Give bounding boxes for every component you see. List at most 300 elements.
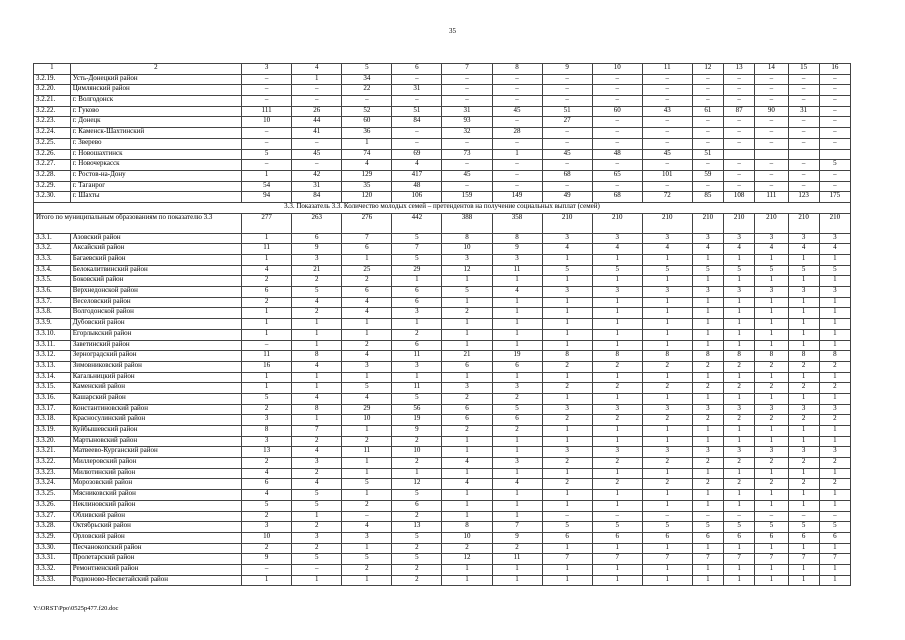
table-row [34, 276, 851, 287]
table-cell: 111 [755, 192, 788, 203]
row-name: Заветинский район [70, 340, 241, 351]
table-row [34, 511, 851, 522]
row-code: 3.3.32. [34, 564, 71, 575]
table-cell: 1 [819, 393, 850, 404]
row-name: Цимлянский район [70, 85, 241, 96]
table-cell: 2 [392, 564, 442, 575]
table-cell: – [442, 96, 492, 107]
row-code: 3.3.8. [34, 308, 71, 319]
table-cell: 3 [392, 308, 442, 319]
table-cell: 3 [442, 255, 492, 266]
table-cell: 1 [755, 500, 788, 511]
row-name: Октябрьский район [70, 522, 241, 533]
table-cell: 2 [542, 383, 592, 394]
total-label: Итого по муниципальным образованиям по показателю 3.3 [34, 213, 242, 233]
table-cell: 1 [788, 308, 819, 319]
table-cell: 1 [755, 490, 788, 501]
table-cell: 1 [492, 575, 542, 586]
row-code: 3.3.2. [34, 244, 71, 255]
table-cell: 45 [442, 170, 492, 181]
row-name: г. Новошахтинск [70, 149, 241, 160]
table-cell: 1 [442, 340, 492, 351]
table-cell: 1 [442, 297, 492, 308]
row-code: 3.3.12. [34, 351, 71, 362]
table-cell: 2 [242, 543, 292, 554]
table-cell: 4 [692, 244, 723, 255]
table-cell: 3 [819, 233, 850, 244]
table-row [34, 415, 851, 426]
table-cell: 1 [642, 575, 692, 586]
table-cell: 1 [542, 319, 592, 330]
table-cell: 8 [819, 351, 850, 362]
table-cell: 42 [292, 170, 342, 181]
table-cell: 60 [342, 117, 392, 128]
table-cell: 1 [755, 340, 788, 351]
table-cell: 1 [592, 308, 642, 319]
table-cell: – [542, 160, 592, 171]
row-code: 3.3.20. [34, 436, 71, 447]
table-cell: 3 [292, 255, 342, 266]
row-code: 3.3.33. [34, 575, 71, 586]
table-cell: 1 [392, 468, 442, 479]
table-cell: – [755, 511, 788, 522]
table-cell: 52 [342, 106, 392, 117]
row-code: 3.2.20. [34, 85, 71, 96]
table-cell: 1 [292, 329, 342, 340]
table-cell: 4 [342, 522, 392, 533]
table-cell: 2 [692, 458, 723, 469]
table-cell: 6 [592, 532, 642, 543]
table-cell: 3 [592, 287, 642, 298]
table-cell: 8 [542, 351, 592, 362]
table-cell: 1 [492, 490, 542, 501]
table-cell: – [242, 96, 292, 107]
table-cell: 1 [592, 426, 642, 437]
table-cell: 8 [755, 351, 788, 362]
table-cell: 2 [342, 276, 392, 287]
row-name: г. Зверево [70, 138, 241, 149]
column-number: 3 [242, 64, 292, 75]
table-cell: 2 [592, 383, 642, 394]
table-cell: 1 [642, 500, 692, 511]
table-cell: 87 [723, 106, 754, 117]
table-cell: 2 [592, 458, 642, 469]
table-cell: 1 [292, 383, 342, 394]
table-cell: 4 [292, 479, 342, 490]
table-cell: 1 [292, 340, 342, 351]
table-cell: 1 [723, 500, 754, 511]
row-name: Багаевский район [70, 255, 241, 266]
table-cell: – [692, 85, 723, 96]
table-cell: 11 [392, 351, 442, 362]
table-cell: 1 [692, 372, 723, 383]
table-cell: 5 [392, 554, 442, 565]
table-cell: 31 [442, 106, 492, 117]
table-cell: 7 [819, 554, 850, 565]
table-cell: 1 [292, 74, 342, 85]
table-cell: 5 [342, 554, 392, 565]
table-cell: 1 [755, 297, 788, 308]
table-cell: 6 [723, 532, 754, 543]
table-cell: 3 [755, 287, 788, 298]
table-cell: – [242, 74, 292, 85]
table-cell: 4 [755, 244, 788, 255]
table-cell: 45 [542, 149, 592, 160]
table-row [34, 265, 851, 276]
table-cell: 1 [755, 543, 788, 554]
table-cell: 1 [542, 564, 592, 575]
table-row [34, 297, 851, 308]
table-cell: 8 [723, 351, 754, 362]
row-name: Аксайский район [70, 244, 241, 255]
table-cell: 1 [692, 543, 723, 554]
table-cell: 2 [442, 393, 492, 404]
table-cell: 8 [442, 233, 492, 244]
table-cell: 1 [755, 329, 788, 340]
row-name: Константиновский район [70, 404, 241, 415]
table-cell: 1 [492, 372, 542, 383]
table-cell: 2 [642, 415, 692, 426]
table-cell: – [642, 138, 692, 149]
table-cell: 6 [542, 532, 592, 543]
table-cell: 12 [442, 265, 492, 276]
table-cell: 7 [392, 244, 442, 255]
table-cell: 1 [592, 372, 642, 383]
table-cell: 1 [392, 372, 442, 383]
table-cell: 5 [292, 500, 342, 511]
column-number: 1 [34, 64, 71, 75]
table-cell: 10 [242, 532, 292, 543]
table-cell: 45 [292, 149, 342, 160]
table-cell: – [292, 85, 342, 96]
row-name: Кагальницкий район [70, 372, 241, 383]
table-cell: 1 [723, 564, 754, 575]
total-cell: 210 [819, 213, 850, 233]
table-cell: 1 [788, 393, 819, 404]
total-cell: 442 [392, 213, 442, 233]
table-cell: 1 [642, 329, 692, 340]
table-cell: 1 [542, 276, 592, 287]
table-cell: 6 [442, 415, 492, 426]
table-cell: 1 [692, 329, 723, 340]
table-cell: 4 [242, 490, 292, 501]
table-cell: 1 [542, 340, 592, 351]
table-cell: – [492, 96, 542, 107]
row-name: г. Ростов-на-Дону [70, 170, 241, 181]
table-cell: 6 [342, 287, 392, 298]
total-cell: 210 [723, 213, 754, 233]
table-cell: 5 [392, 233, 442, 244]
table-cell: 2 [723, 458, 754, 469]
table-cell: 1 [592, 575, 642, 586]
table-cell: – [442, 181, 492, 192]
table-cell: 26 [292, 106, 342, 117]
table-cell: 1 [642, 255, 692, 266]
table-cell: – [723, 74, 754, 85]
table-cell: 3 [755, 447, 788, 458]
table-cell: – [692, 96, 723, 107]
table-cell: 1 [819, 308, 850, 319]
table-cell: 1 [788, 276, 819, 287]
table-cell: 2 [292, 308, 342, 319]
row-code: 3.3.18. [34, 415, 71, 426]
table-cell: 129 [342, 170, 392, 181]
table-cell: 1 [788, 564, 819, 575]
table-cell: 1 [442, 468, 492, 479]
table-cell: 1 [819, 490, 850, 501]
table-cell: 54 [242, 181, 292, 192]
table-cell: – [819, 106, 850, 117]
table-cell: 1 [642, 308, 692, 319]
table-cell: 2 [342, 500, 392, 511]
table-cell: 1 [292, 372, 342, 383]
table-cell: 74 [342, 149, 392, 160]
table-cell: 3 [542, 447, 592, 458]
table-cell: – [292, 160, 342, 171]
table-cell: – [242, 128, 292, 139]
table-cell: 1 [442, 490, 492, 501]
row-name: Зерноградский район [70, 351, 241, 362]
table-cell: – [642, 181, 692, 192]
table-cell: – [242, 160, 292, 171]
table-cell: 1 [542, 575, 592, 586]
row-code: 3.2.24. [34, 128, 71, 139]
table-cell: 5 [542, 265, 592, 276]
table-cell: 1 [492, 329, 542, 340]
table-row [34, 128, 851, 139]
table-cell: 11 [392, 383, 442, 394]
row-code: 3.3.22. [34, 458, 71, 469]
table-cell: 1 [592, 297, 642, 308]
table-cell: 1 [442, 329, 492, 340]
table-cell: 123 [788, 192, 819, 203]
table-cell: 6 [392, 340, 442, 351]
table-cell: 1 [592, 393, 642, 404]
row-code: 3.3.9. [34, 319, 71, 330]
table-cell: 1 [692, 564, 723, 575]
table-cell: 1 [723, 490, 754, 501]
row-name: Пролетарский район [70, 554, 241, 565]
table-cell: – [542, 511, 592, 522]
table-cell: – [723, 96, 754, 107]
table-cell: – [392, 138, 442, 149]
table-cell: 3 [692, 404, 723, 415]
table-cell: 4 [342, 308, 392, 319]
row-name: г. Таганрог [70, 181, 241, 192]
table-cell: – [788, 117, 819, 128]
table-cell: 51 [692, 149, 723, 160]
table-cell: 1 [542, 436, 592, 447]
column-number: 12 [692, 64, 723, 75]
table-cell: 3 [492, 255, 542, 266]
table-cell: 1 [592, 564, 642, 575]
table-cell: 2 [242, 404, 292, 415]
table-cell: 1 [755, 575, 788, 586]
table-cell: 25 [342, 265, 392, 276]
table-row [34, 160, 851, 171]
table-cell: 3 [819, 287, 850, 298]
table-cell: 1 [592, 329, 642, 340]
table-cell: 31 [788, 106, 819, 117]
table-cell: 1 [242, 319, 292, 330]
table-cell: – [819, 96, 850, 107]
table-cell: – [692, 117, 723, 128]
table-cell: 3 [723, 287, 754, 298]
table-cell: 4 [392, 160, 442, 171]
table-cell: 29 [342, 404, 392, 415]
table-cell: 1 [342, 458, 392, 469]
table-cell: 4 [292, 361, 342, 372]
table-cell: – [592, 74, 642, 85]
table-cell: – [492, 74, 542, 85]
table-cell: 2 [592, 361, 642, 372]
table-cell: 5 [242, 149, 292, 160]
table-cell: 3 [542, 287, 592, 298]
table-cell: 11 [242, 244, 292, 255]
row-code: 3.2.28. [34, 170, 71, 181]
table-cell: 1 [755, 372, 788, 383]
table-cell: 3 [755, 233, 788, 244]
table-cell: 6 [492, 415, 542, 426]
table-cell: 1 [723, 575, 754, 586]
table-cell: – [442, 74, 492, 85]
table-cell: 2 [392, 543, 442, 554]
table-cell: 1 [442, 511, 492, 522]
column-number: 16 [819, 64, 850, 75]
table-cell: 1 [592, 436, 642, 447]
column-number: 13 [723, 64, 754, 75]
table-cell: 2 [542, 458, 592, 469]
table-cell: 5 [723, 265, 754, 276]
table-cell: 21 [442, 351, 492, 362]
row-name: Усть-Донецкий район [70, 74, 241, 85]
table-cell: 61 [692, 106, 723, 117]
table-cell: 10 [342, 415, 392, 426]
table-cell: 1 [642, 319, 692, 330]
table-cell: 11 [342, 447, 392, 458]
table-cell: – [492, 138, 542, 149]
table-cell: 3 [642, 404, 692, 415]
table-row [34, 255, 851, 266]
table-cell: 1 [242, 308, 292, 319]
table-cell: 2 [723, 361, 754, 372]
table-cell: 3 [788, 404, 819, 415]
table-cell: 3 [642, 233, 692, 244]
table-cell: 3 [542, 404, 592, 415]
column-number: 4 [292, 64, 342, 75]
row-code: 3.2.27. [34, 160, 71, 171]
table-cell: 1 [692, 297, 723, 308]
table-cell: 1 [755, 436, 788, 447]
table-cell: – [442, 138, 492, 149]
table-cell: – [723, 85, 754, 96]
table-cell: 1 [819, 564, 850, 575]
table-cell: – [819, 85, 850, 96]
row-name: Мясниковский район [70, 490, 241, 501]
table-cell: 43 [642, 106, 692, 117]
table-cell: – [642, 74, 692, 85]
table-cell: – [592, 181, 642, 192]
table-cell: 1 [342, 543, 392, 554]
table-cell: – [542, 96, 592, 107]
table-cell: 3 [542, 233, 592, 244]
table-cell: 1 [692, 276, 723, 287]
data-table [33, 63, 851, 586]
row-name: Волгодонской район [70, 308, 241, 319]
row-code: 3.2.26. [34, 149, 71, 160]
table-cell: 3 [292, 458, 342, 469]
table-cell: – [642, 511, 692, 522]
table-cell: 2 [392, 575, 442, 586]
table-cell: 7 [692, 554, 723, 565]
table-cell: – [542, 181, 592, 192]
table-cell: – [392, 96, 442, 107]
table-cell: 3 [819, 404, 850, 415]
table-cell: 2 [692, 415, 723, 426]
table-cell: 1 [592, 319, 642, 330]
row-name: Белокалитвинский район [70, 265, 241, 276]
table-row [34, 426, 851, 437]
table-cell: – [592, 160, 642, 171]
table-cell: 2 [642, 479, 692, 490]
table-cell: 1 [492, 436, 542, 447]
table-cell: 3 [723, 447, 754, 458]
row-name: Дубовский район [70, 319, 241, 330]
table-cell: 2 [723, 479, 754, 490]
table-cell: 4 [342, 160, 392, 171]
table-cell: 84 [292, 192, 342, 203]
column-number: 5 [342, 64, 392, 75]
table-cell: 3 [592, 233, 642, 244]
table-cell: 1 [723, 319, 754, 330]
table-cell: 3 [242, 436, 292, 447]
table-cell: – [723, 128, 754, 139]
table-cell: 7 [542, 554, 592, 565]
row-code: 3.3.19. [34, 426, 71, 437]
table-cell: – [242, 138, 292, 149]
table-cell: 2 [342, 564, 392, 575]
table-cell: 6 [392, 287, 442, 298]
table-cell: 1 [692, 575, 723, 586]
table-cell: – [755, 117, 788, 128]
table-cell: 6 [392, 297, 442, 308]
row-code: 3.3.1. [34, 233, 71, 244]
table-cell: – [723, 138, 754, 149]
table-cell: 4 [342, 393, 392, 404]
table-cell: 32 [442, 128, 492, 139]
table-cell: 68 [592, 192, 642, 203]
table-cell: 1 [342, 329, 392, 340]
column-number: 11 [642, 64, 692, 75]
table-cell: – [788, 85, 819, 96]
table-cell: 6 [342, 244, 392, 255]
table-cell: 1 [442, 276, 492, 287]
table-cell: 2 [692, 479, 723, 490]
table-cell: 1 [788, 297, 819, 308]
table-cell: 4 [542, 244, 592, 255]
table-cell: 1 [342, 319, 392, 330]
table-cell: – [819, 117, 850, 128]
table-row [34, 181, 851, 192]
table-cell: 149 [492, 192, 542, 203]
table-cell: – [342, 511, 392, 522]
row-name: Красносулинский район [70, 415, 241, 426]
table-cell: 2 [292, 468, 342, 479]
table-cell: 1 [692, 319, 723, 330]
table-cell: 1 [723, 543, 754, 554]
table-cell: 6 [242, 287, 292, 298]
table-cell: 2 [788, 361, 819, 372]
